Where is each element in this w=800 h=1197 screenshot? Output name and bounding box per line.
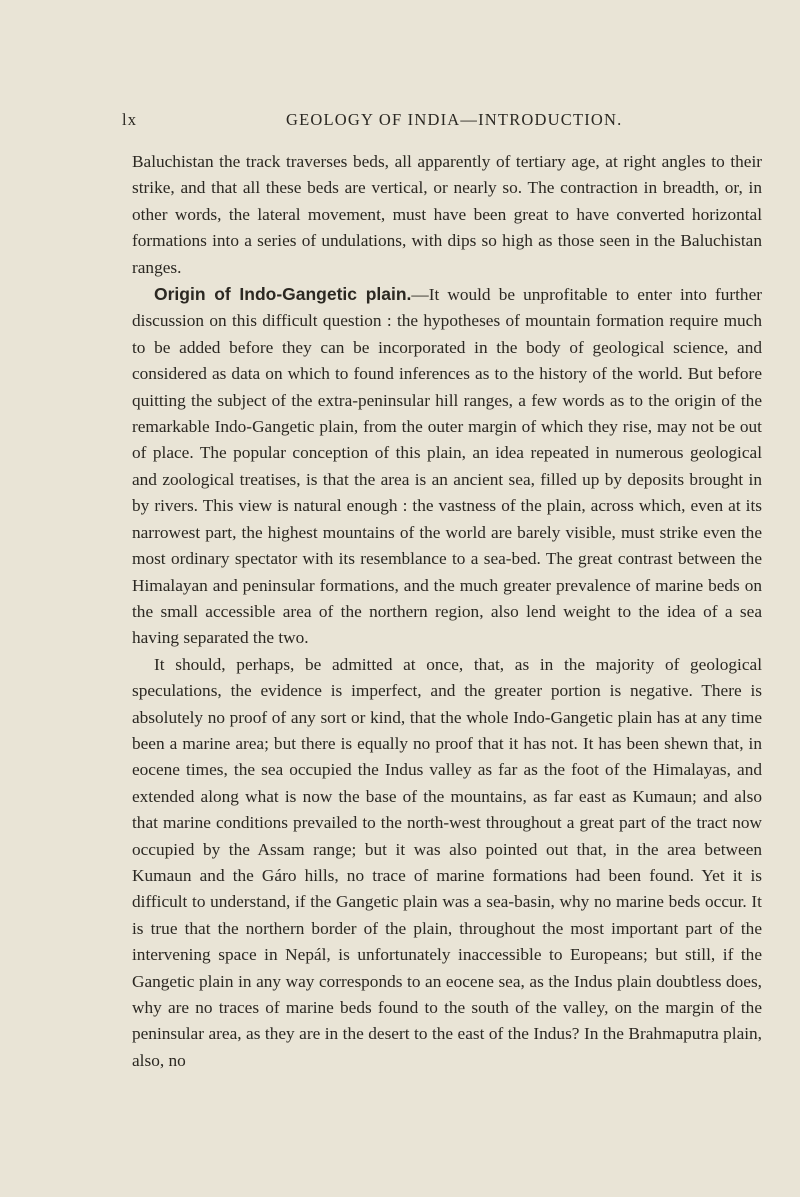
paragraph-2	[132, 281, 762, 652]
body-text	[132, 149, 762, 1074]
section-heading: Origin of Indo-Gangetic plain.	[154, 284, 412, 305]
paragraph-2-text: —It would be unprofitable to enter into further discussion on this difficult question : the hypotheses of mountain formation require much to be added before they can be incorporated in the body of geological science, and considered as data on which to found inferences as to the history of the world. But before quitting the subject of the extra-peninsular hill ranges, a few words as to the origin of the remarkable Indo-Gangetic plain, from the outer margin of which they rise, may not be out of place. The popular conception of this plain, an idea repeated in numerous geological and zoological treatises, is that the area is an ancient sea, filled up by deposits brought in by rivers. This view is natural enough : the vastness of the plain, across which, even at its narrowest part, the highest mountains of the world are barely visible, must strike even the most ordinary spectator with its resemblance to a sea-bed. The great contrast between the Himalayan and peninsular formations, and the much greater prevalence of marine beds on the small accessible area of the northern region, also lend weight to the idea of a sea having separated the two.	[132, 285, 763, 648]
running-head	[122, 110, 718, 138]
paragraph-3: It should, perhaps, be admitted at once, that, as in the majority of geological speculations, the evidence is imperfect, and the greater portion is negative. There is absolutely no proof of any sort or kind, that the whole Indo-Gangetic plain has at any time been a marine area; but there is equally no proof that it has not. It has been shewn that, in eocene times, the sea occupied the Indus valley as far as the foot of the Himalayas, and extended along what is now the base of the mountains, as far east as Kumaun; and also that marine conditions prevailed to the north-west throughout a great part of the tract now occupied by the Assam range; but it was also pointed out that, in the area between Kumaun and the Gáro hills, no trace of marine formations had been found. Yet it is difficult to understand, if the Gangetic plain was a sea-basin, why no marine beds occur. It is true that the northern border of the plain, throughout the most important part of the intervening space in Nepál, is unfortunately inaccessible to Europeans; but still, if the Gangetic plain in any way corresponds to an eocene sea, as the Indus plain doubtless does, why are no traces of marine beds found to the south of the valley, on the margin of the peninsular area, as they are in the desert to the east of the Indus? In the Brahmaputra plain, also, no	[132, 654, 762, 1070]
page-number: lx	[122, 110, 138, 129]
paragraph-1: Baluchistan the track traverses beds, all apparently of tertiary age, at right angles to their strike, and that all these beds are vertical, or nearly so. The contraction in breadth, or, in other words, the lateral movement, must have been great to have converted horizontal formations into a series of undulations, with dips so high as those seen in the Baluchistan ranges.	[132, 152, 762, 277]
running-title: GEOLOGY OF INDIA—INTRODUCTION.	[286, 110, 623, 129]
